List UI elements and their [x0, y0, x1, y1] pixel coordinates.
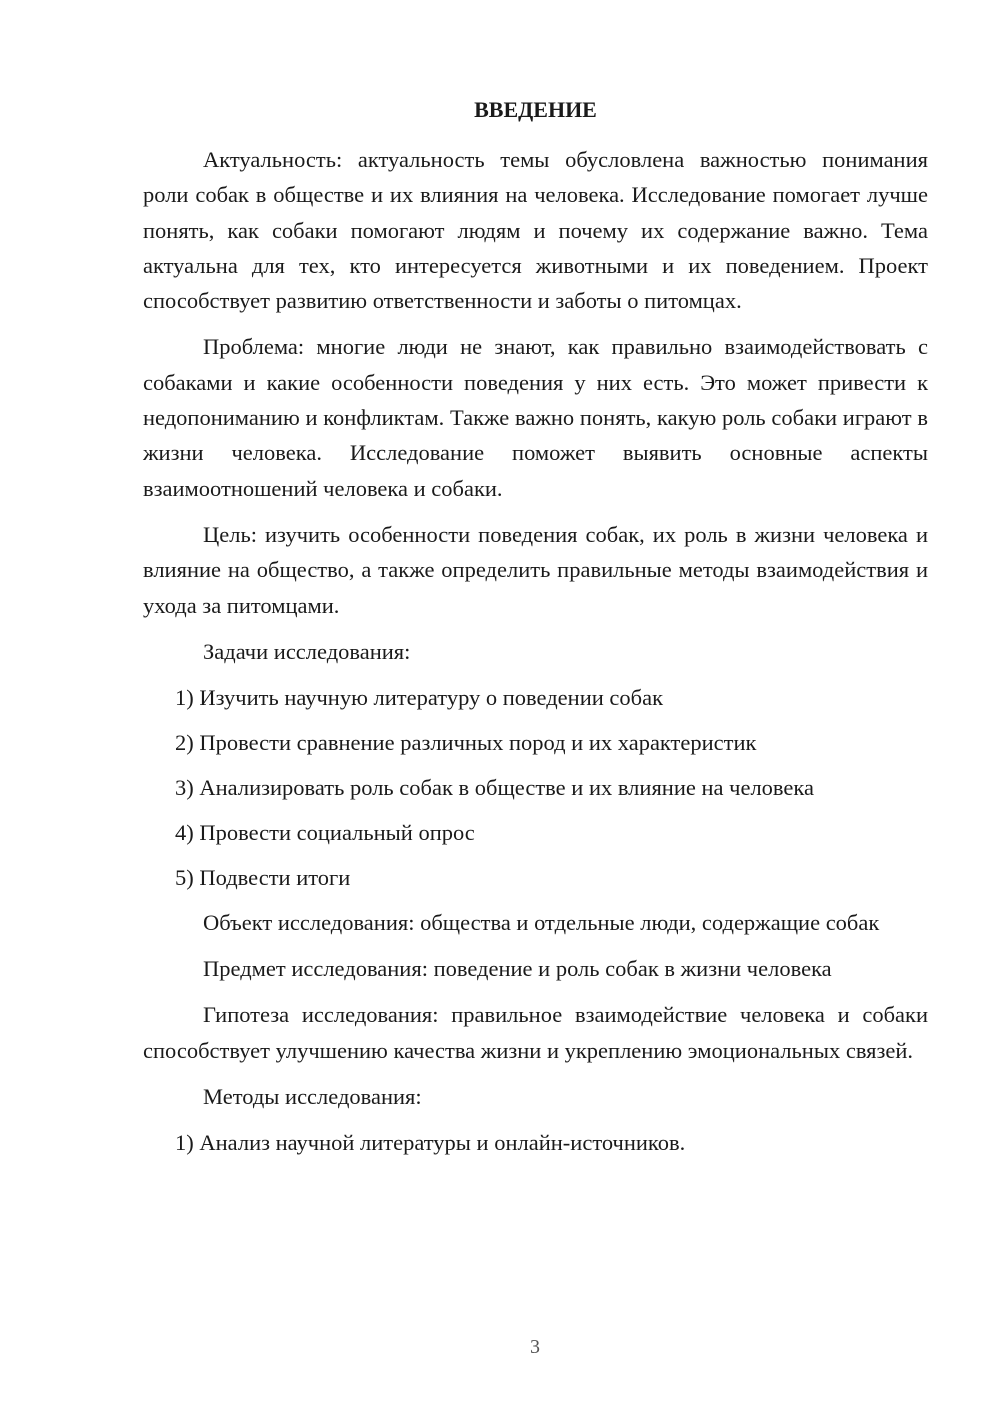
- relevance-paragraph: Актуальность: актуальность темы обусловлена важностью понимания роли собак в обществе и их влияния на человека. Исследование помогает лучше понять, как собаки помогают людям и почему их содержание важно. Тема актуальна для тех, кто интересуется животными и их поведением. Проект способствует развитию ответственности и заботы о питомцах.: [143, 147, 928, 314]
- hypothesis-paragraph: Гипотеза исследования: правильное взаимодействие человека и собаки способствует улучшению качества жизни и укреплению эмоциональных связей.: [143, 1002, 928, 1063]
- tasks-heading: Задачи исследования:: [203, 638, 411, 664]
- task-item: 3) Анализировать роль собак в обществе и их влияние на человека: [175, 774, 814, 800]
- task-item: 4) Провести социальный опрос: [175, 819, 475, 845]
- task-item: 5) Подвести итоги: [175, 864, 351, 890]
- subject-paragraph: Предмет исследования: поведение и роль собак в жизни человека: [203, 956, 832, 982]
- section-title: ВВЕДЕНИЕ: [474, 97, 597, 122]
- goal-paragraph: Цель: изучить особенности поведения собак, их роль в жизни человека и влияние на общество, а также определить правильные методы взаимодействия и ухода за питомцами.: [143, 521, 928, 618]
- methods-heading: Методы исследования:: [203, 1084, 422, 1110]
- method-item: 1) Анализ научной литературы и онлайн-источников.: [175, 1130, 686, 1156]
- task-item: 1) Изучить научную литературу о поведении собак: [175, 684, 664, 710]
- task-item: 2) Провести сравнение различных пород и их характеристик: [175, 729, 757, 755]
- problem-paragraph: Проблема: многие люди не знают, как правильно взаимодействовать с собаками и какие особенности поведения у них есть. Это может привести к недопониманию и конфликтам. Также важно понять, какую роль собаки играют в жизни человека. Исследование поможет выявить основные аспекты взаимоотношений человека и собаки.: [143, 334, 928, 501]
- page-number: 3: [530, 1336, 540, 1358]
- page-content: [143, 95, 928, 1170]
- object-paragraph: Объект исследования: общества и отдельные люди, содержащие собак: [203, 909, 880, 935]
